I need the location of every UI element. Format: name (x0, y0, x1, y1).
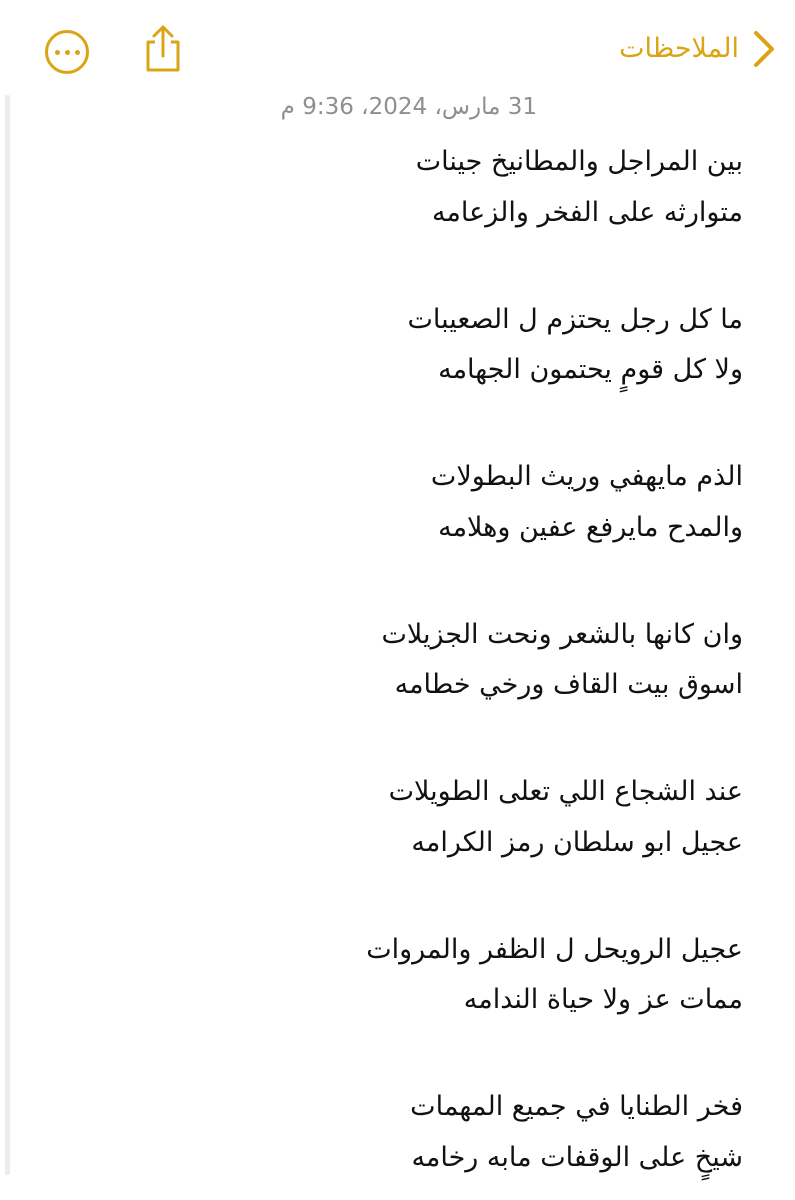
more-options-button[interactable] (45, 30, 89, 74)
verse-line: والمدح مايرفع عفين وهلامه (438, 511, 743, 543)
verse-line: ممات عز ولا حياة الندامه (463, 984, 743, 1015)
stanza (103, 137, 743, 238)
verse-line: اسوق بيت القاف ورخي خطامه (394, 669, 743, 700)
stanza (103, 610, 743, 711)
verse-line: عجيل الرويحل ل الظفر والمروات (366, 933, 743, 965)
stanza (103, 925, 743, 1026)
chevron-right-icon (751, 29, 777, 69)
stanza (103, 295, 743, 396)
note-date: 31 مارس، 2024، 9:36 م (280, 94, 537, 120)
note-body[interactable] (103, 137, 743, 1183)
verse-line: ما كل رجل يحتزم ل الصعيبات (407, 303, 743, 335)
verse-line: عند الشجاع اللي تعلى الطويلات (388, 776, 743, 807)
ellipsis-circle-icon-dot-3 (75, 50, 80, 55)
verse-line: عجيل ابو سلطان رمز الكرامه (411, 826, 743, 858)
ellipsis-circle-icon-dot-2 (65, 50, 70, 55)
ellipsis-circle-icon-dot-1 (55, 50, 60, 55)
verse-line: ولا كل قومٍ يحتمون الجهامه (438, 354, 743, 385)
navigation-bar (0, 0, 795, 96)
stanza (103, 452, 743, 553)
back-label: الملاحظات (619, 33, 739, 64)
share-button[interactable] (138, 22, 188, 74)
stanza (103, 1082, 743, 1183)
verse-line: بين المراجل والمطانيخ جينات (415, 146, 743, 177)
verse-line: الذم مايهفي وريث البطولات (430, 461, 743, 492)
verse-line: شيخٍ على الوقفات مابه رخامه (411, 1141, 743, 1173)
share-icon (138, 22, 188, 74)
verse-line: متوارثه على الفخر والزعامه (431, 196, 743, 228)
scroll-gutter (5, 95, 10, 1175)
stanza (103, 767, 743, 868)
back-button[interactable] (619, 26, 777, 72)
verse-line: فخر الطنايا في جميع المهمات (410, 1091, 743, 1122)
verse-line: وان كانها بالشعر ونحت الجزيلات (381, 618, 743, 650)
